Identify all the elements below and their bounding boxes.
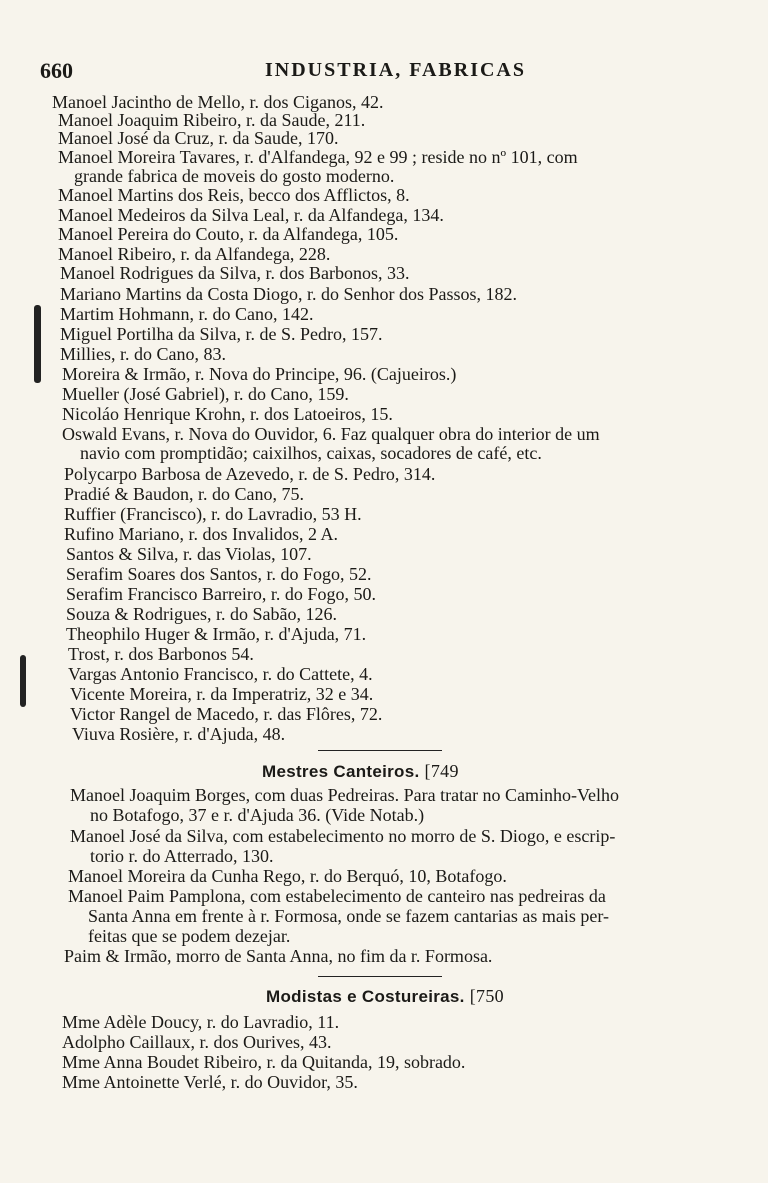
list-item: Mme Antoinette Verlé, r. do Ouvidor, 35. (62, 1072, 358, 1092)
page-header (40, 58, 740, 82)
list-item: Santa Anna em frente à r. Formosa, onde se fazem cantarias as mais per- (88, 906, 609, 926)
list-item: Polycarpo Barbosa de Azevedo, r. de S. Pedro, 314. (64, 464, 436, 484)
section-number: [749 (424, 761, 459, 781)
list-item: Victor Rangel de Macedo, r. das Flôres, 72. (70, 704, 383, 724)
list-item: Millies, r. do Cano, 83. (60, 344, 226, 364)
list-item: Manoel José da Cruz, r. da Saude, 170. (58, 128, 339, 148)
list-item: Souza & Rodrigues, r. do Sabão, 126. (66, 604, 337, 624)
section-divider (318, 976, 442, 977)
section-title: Mestres Canteiros. (262, 762, 420, 781)
section-divider (318, 750, 442, 751)
section-number: [750 (469, 986, 504, 1006)
list-item: feitas que se podem dezejar. (88, 926, 291, 946)
list-item: Manoel Rodrigues da Silva, r. dos Barbonos, 33. (60, 263, 410, 283)
margin-mark (34, 305, 41, 383)
list-item: Oswald Evans, r. Nova do Ouvidor, 6. Faz qualquer obra do interior de um (62, 424, 600, 444)
list-item: Moreira & Irmão, r. Nova do Principe, 96. (Cajueiros.) (62, 364, 457, 384)
list-item: Trost, r. dos Barbonos 54. (68, 644, 254, 664)
section-heading (266, 986, 504, 1007)
list-item: Vargas Antonio Francisco, r. do Cattete, 4. (68, 664, 373, 684)
list-item: Santos & Silva, r. das Violas, 107. (66, 544, 312, 564)
list-item: Pradié & Baudon, r. do Cano, 75. (64, 484, 304, 504)
list-item: Viuva Rosière, r. d'Ajuda, 48. (72, 724, 286, 744)
list-item: Mueller (José Gabriel), r. do Cano, 159. (62, 384, 349, 404)
list-item: Manoel Joaquim Borges, com duas Pedreiras. Para tratar no Caminho-Velho (70, 785, 620, 805)
section-title: Modistas e Costureiras. (266, 987, 465, 1006)
list-item: Manoel Medeiros da Silva Leal, r. da Alfandega, 134. (58, 205, 444, 225)
list-item: Manoel Pereira do Couto, r. da Alfandega, 105. (58, 224, 399, 244)
list-item: Paim & Irmão, morro de Santa Anna, no fim da r. Formosa. (64, 946, 493, 966)
list-item: Vicente Moreira, r. da Imperatriz, 32 e 34. (70, 684, 374, 704)
list-item: Mme Adèle Doucy, r. do Lavradio, 11. (62, 1012, 340, 1032)
list-item: Manoel Moreira Tavares, r. d'Alfandega, 92 e 99 ; reside no nº 101, com (58, 147, 578, 167)
running-head: INDUSTRIA, FABRICAS (265, 59, 526, 81)
list-item: Theophilo Huger & Irmão, r. d'Ajuda, 71. (66, 624, 367, 644)
list-item: Manoel Moreira da Cunha Rego, r. do Berquó, 10, Botafogo. (68, 866, 507, 886)
list-item: Ruffier (Francisco), r. do Lavradio, 53 H. (64, 504, 362, 524)
list-item: Serafim Soares dos Santos, r. do Fogo, 52. (66, 564, 372, 584)
list-item: Manoel Joaquim Ribeiro, r. da Saude, 211. (58, 110, 366, 130)
list-item: Manoel Jacintho de Mello, r. dos Ciganos, 42. (52, 92, 384, 112)
list-item: Mme Anna Boudet Ribeiro, r. da Quitanda, 19, sobrado. (62, 1052, 466, 1072)
list-item: Adolpho Caillaux, r. dos Ourives, 43. (62, 1032, 332, 1052)
list-item: Manoel Martins dos Reis, becco dos Afflictos, 8. (58, 185, 410, 205)
list-item: navio com promptidão; caixilhos, caixas, socadores de café, etc. (80, 443, 542, 463)
list-item: Miguel Portilha da Silva, r. de S. Pedro, 157. (60, 324, 383, 344)
list-item: Mariano Martins da Costa Diogo, r. do Senhor dos Passos, 182. (60, 284, 517, 304)
list-item: Rufino Mariano, r. dos Invalidos, 2 A. (64, 524, 338, 544)
list-item: torio r. do Atterrado, 130. (90, 846, 274, 866)
list-item: Manoel José da Silva, com estabelecimento no morro de S. Diogo, e escrip- (70, 826, 616, 846)
list-item: Manoel Ribeiro, r. da Alfandega, 228. (58, 244, 331, 264)
section-heading (262, 761, 459, 782)
margin-mark (20, 655, 26, 707)
list-item: Manoel Paim Pamplona, com estabelecimento de canteiro nas pedreiras da (68, 886, 606, 906)
page-number: 660 (40, 58, 73, 83)
list-item: Nicoláo Henrique Krohn, r. dos Latoeiros, 15. (62, 404, 393, 424)
list-item: Serafim Francisco Barreiro, r. do Fogo, 50. (66, 584, 376, 604)
list-item: no Botafogo, 37 e r. d'Ajuda 36. (Vide Notab.) (90, 805, 425, 825)
list-item: Martim Hohmann, r. do Cano, 142. (60, 304, 314, 324)
list-item: grande fabrica de moveis do gosto moderno. (74, 166, 395, 186)
